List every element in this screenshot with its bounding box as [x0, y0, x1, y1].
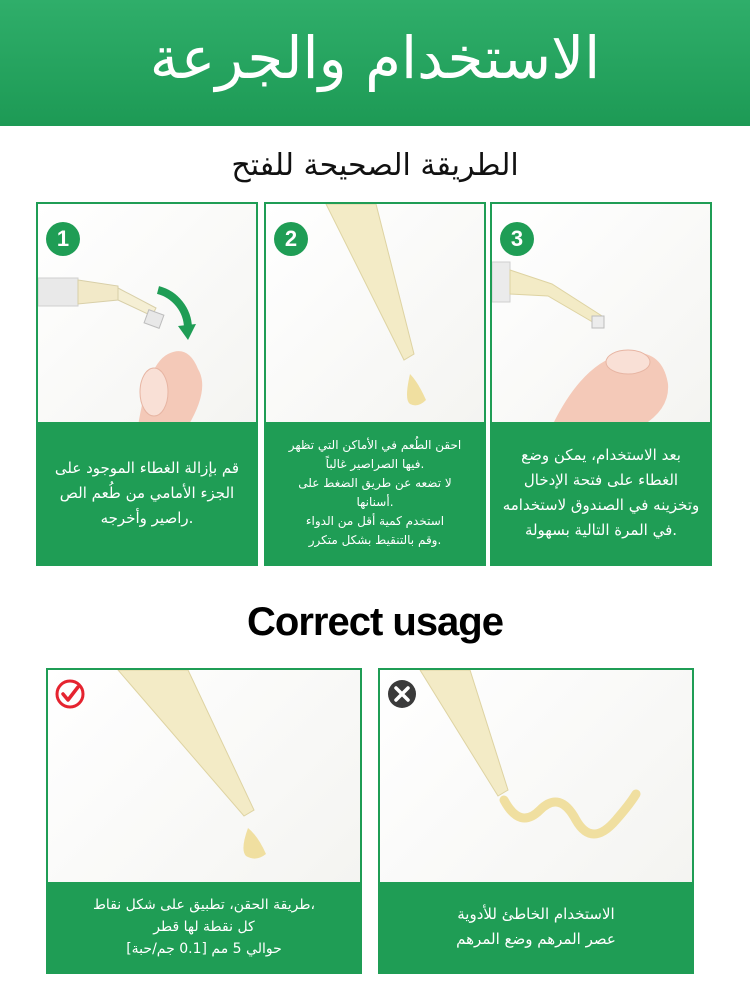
caption-line: عصر المرهم وضع المرهم: [456, 930, 616, 948]
caption-line: لا تضعه عن طريق الضغط على: [298, 476, 452, 490]
step-card-2: [264, 202, 486, 566]
caption-line: كل نقطة لها قطر: [153, 919, 255, 935]
caption-line: الغطاء على فتحة الإدخال: [523, 471, 679, 489]
dot-application-image: [48, 670, 362, 886]
caption-line: الجزء الأمامي من طُعم الص: [59, 483, 235, 502]
step-number-badge: 2: [274, 222, 308, 256]
correct-usage-caption: [48, 882, 360, 972]
header-banner: [0, 0, 750, 126]
caption-line: استخدم كمية أقل من الدواء: [305, 514, 445, 528]
correct-usage-heading: Correct usage: [247, 600, 503, 644]
step-2-caption: [266, 422, 484, 564]
caption-line: بعد الاستخدام، يمكن وضع: [521, 446, 681, 464]
page-title: الاستخدام والجرعة: [149, 24, 601, 92]
usage-card-wrong: [378, 668, 694, 974]
caption-line: وقم بالتنقيط بشكل متكرر.: [308, 533, 442, 547]
close-icon: [386, 678, 418, 710]
step-card-1: [36, 202, 258, 566]
caption-line: قم بإزالة الغطاء الموجود على: [54, 458, 240, 477]
caption-line: راصير وأخرجه.: [100, 508, 194, 527]
usage-card-correct: [46, 668, 362, 974]
caption-line: في المرة التالية بسهولة.: [524, 521, 678, 539]
squeezed-line-image: [380, 670, 694, 886]
caption-line: الاستخدام الخاطئ للأدوية: [457, 905, 615, 923]
wrong-usage-caption: [380, 882, 692, 972]
caption-line: طريقة الحقن، تطبيق على شكل نقاط،: [92, 897, 315, 913]
step-card-3: [490, 202, 712, 566]
caption-line: وتخزينه في الصندوق لاستخدامه: [502, 496, 700, 514]
caption-line: احقن الطُعم في الأماكن التي تظهر: [288, 438, 462, 452]
check-icon: [54, 678, 86, 710]
step-number-badge: 3: [500, 222, 534, 256]
step-number-badge: 1: [46, 222, 80, 256]
step-1-caption: [38, 422, 256, 564]
section-subtitle: الطريقة الصحيحة للفتح: [231, 148, 519, 183]
step-3-caption: [492, 422, 710, 564]
wrong-usage-illustration: [380, 670, 692, 886]
correct-usage-illustration: [48, 670, 360, 886]
caption-line: فيها الصراصير غالباً.: [325, 457, 425, 471]
caption-line: حوالي 5 مم [0.1 جم/حبة]: [126, 941, 282, 957]
caption-line: أسنانها.: [356, 495, 394, 509]
